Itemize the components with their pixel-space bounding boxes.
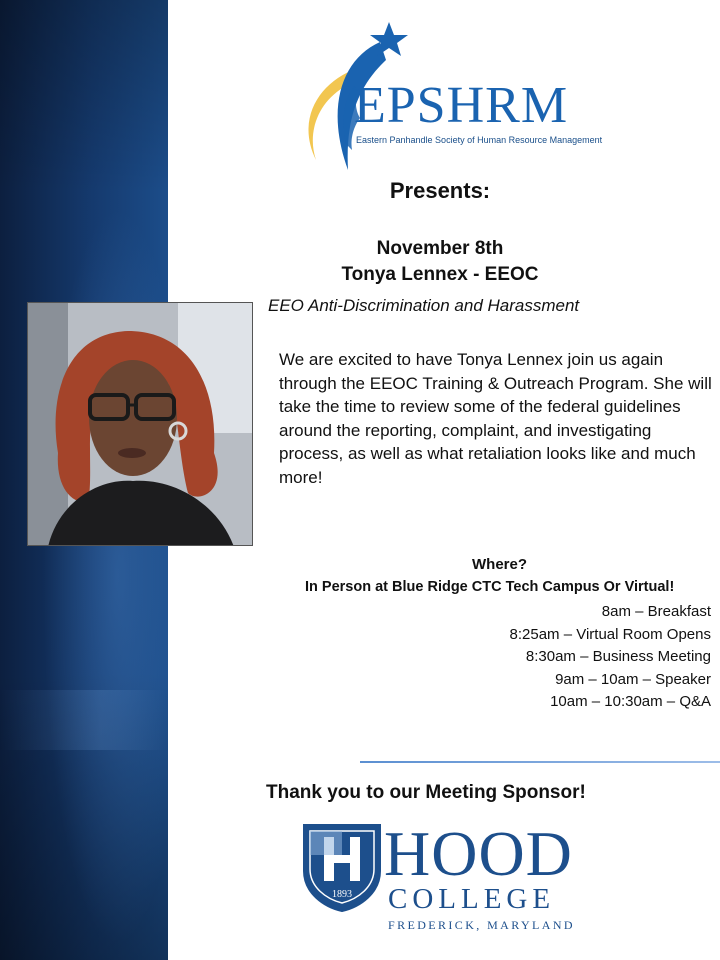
speaker-name: Tonya Lennex - EEOC (341, 264, 539, 285)
speaker-photo (27, 302, 253, 546)
shield-year: 1893 (332, 889, 352, 900)
epshrm-subtitle: Eastern Panhandle Society of Human Resource Management (356, 135, 603, 145)
schedule-item: 8:25am – Virtual Room Opens (509, 625, 711, 643)
sidebar-light-band (0, 690, 168, 750)
event-date: November 8th (376, 238, 504, 259)
sponsor-thanks: Thank you to our Meeting Sponsor! (266, 782, 586, 803)
event-topic: EEO Anti-Discrimination and Harassment (268, 296, 580, 315)
presents-heading: Presents: (389, 178, 491, 203)
schedule-item: 10am – 10:30am – Q&A (550, 693, 711, 710)
where-heading: Where? (472, 556, 528, 573)
divider-line (360, 761, 720, 763)
where-location: In Person at Blue Ridge CTC Tech Campus Or Virtual! (305, 579, 675, 595)
hood-location: FREDERICK, MARYLAND (388, 918, 575, 932)
hood-shield-icon (300, 821, 384, 913)
epshrm-wordmark: EPSHRM (354, 77, 569, 134)
schedule-item: 8am – Breakfast (601, 603, 711, 620)
hood-college-word: COLLEGE (388, 883, 556, 915)
hood-wordmark: HOOD (384, 818, 573, 889)
schedule-list (510, 601, 712, 714)
event-description: We are excited to have Tonya Lennex join us again through the EEOC Training & Outreach Program. She will take the time to review some of the federal guidelines around the reporting, complaint, and investigating process, as well as what retaliation looks like and much more! (279, 350, 712, 487)
schedule-item: 9am – 10am – Speaker (555, 670, 711, 688)
schedule-item: 8:30am – Business Meeting (525, 648, 711, 665)
